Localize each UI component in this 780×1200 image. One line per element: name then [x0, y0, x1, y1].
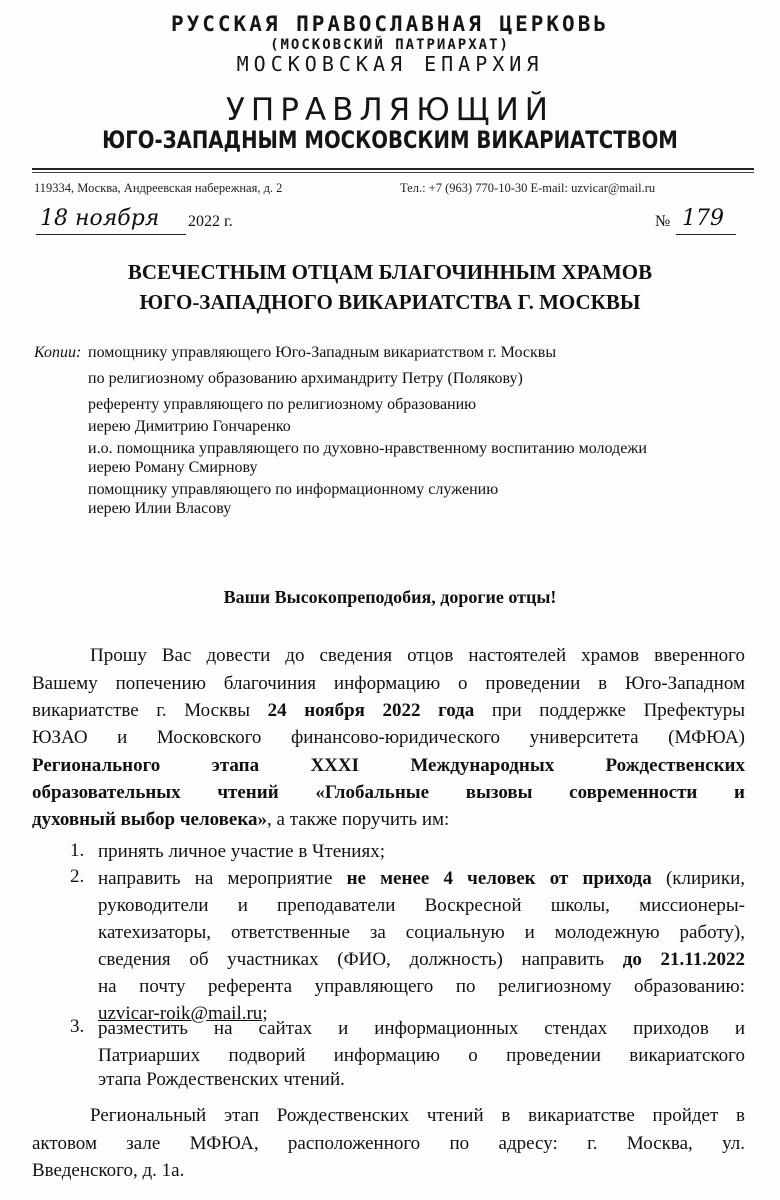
body-line: ЮЗАО и Московского финансово-юридического университета (МФЮА) — [32, 727, 745, 748]
addressee-line2: ЮГО-ЗАПАДНОГО ВИКАРИАТСТВА Г. МОСКВЫ — [139, 290, 641, 314]
list-number: 1. — [70, 840, 85, 861]
salutation: Ваши Высокопреподобия, дорогие отцы! — [223, 587, 557, 607]
copy-line: помощнику управляющего по информационному служению — [88, 481, 499, 498]
office-title: УПРАВЛЯЮЩИЙ — [226, 92, 554, 128]
office-subtitle: ЮГО-ЗАПАДНЫМ МОСКОВСКИМ ВИКАРИАТСТВОМ — [102, 126, 678, 154]
body-line: Введенского, д. 1а. — [32, 1160, 185, 1181]
list-item-line: сведения об участниках (ФИО, должность) направить до 21.11.2022 — [98, 949, 745, 970]
body-line: Регионального этапа XXXI Международных Рождественских — [32, 755, 745, 776]
church-name: РУССКАЯ ПРАВОСЛАВНАЯ ЦЕРКОВЬ — [170, 12, 609, 36]
body-line: актовом зале МФЮА, расположенного по адресу: г. Москва, ул. — [32, 1133, 745, 1154]
copy-line: по религиозному образованию архимандриту Петру (Полякову) — [88, 370, 523, 387]
address: 119334, Москва, Андреевская набережная, д. 2 — [34, 181, 283, 195]
diocese: МОСКОВСКАЯ ЕПАРХИЯ — [236, 52, 544, 76]
body-line: викариатстве г. Москвы 24 ноября 2022 года при поддержке Префектуры — [32, 700, 745, 721]
copies-label: Копии: — [34, 344, 82, 361]
copy-line: и.о. помощника управляющего по духовно-нравственному воспитанию молодежи — [88, 440, 647, 457]
body-line: Региональный этап Рождественских чтений в викариатстве пройдет в — [90, 1105, 745, 1126]
patriarchate: (МОСКОВСКИЙ ПАТРИАРХАТ) — [270, 37, 510, 53]
copy-line: иерею Роману Смирнову — [88, 459, 258, 476]
body-line: Прошу Вас довести до сведения отцов настоятелей храмов вверенного — [90, 645, 745, 666]
email-link[interactable]: uzvicar-roik@mail.ru — [98, 1003, 263, 1024]
list-item-line: uzvicar-roik@mail.ru; — [98, 1003, 268, 1024]
copy-line: референту управляющего по религиозному образованию — [88, 396, 477, 413]
list-item-line: руководители и преподаватели Воскресной школы, миссионеры- — [98, 895, 745, 916]
body-line: образовательных чтений «Глобальные вызовы современности и — [32, 782, 745, 803]
list-number: 2. — [70, 866, 85, 887]
date-underline — [36, 234, 186, 235]
list-item: разместить на сайтах и информационных стендах приходов и — [98, 1018, 745, 1039]
addressee-line1: ВСЕЧЕСТНЫМ ОТЦАМ БЛАГОЧИННЫМ ХРАМОВ — [127, 260, 653, 284]
list-item-line: этапа Рождественских чтений. — [98, 1069, 345, 1090]
number-underline — [676, 234, 736, 235]
copy-line: помощнику управляющего Юго-Западным викариатством г. Москвы — [88, 344, 557, 361]
header-rule — [32, 168, 754, 170]
phone-email: Тел.: +7 (963) 770-10-30 E-mail: uzvicar@mail.ru — [400, 181, 656, 195]
number-label: № — [655, 213, 671, 230]
body-line: духовный выбор человека», а также поручить им: — [32, 809, 450, 830]
list-item: направить на мероприятие не менее 4 человек от прихода (клирики, — [98, 868, 745, 889]
list-item-line: на почту референта управляющего по религиозному образованию: — [98, 976, 745, 997]
body-line: Вашему попечению благочиния информацию о проведении в Юго-Западном — [32, 673, 745, 694]
list-item: принять личное участие в Чтениях; — [98, 841, 385, 862]
handwritten-number: 179 — [682, 206, 724, 231]
list-item-line: Патриарших подворий информацию о проведении викариатского — [98, 1045, 745, 1066]
handwritten-date: 18 ноября — [40, 206, 160, 231]
header-rule-thin — [32, 172, 754, 173]
copy-line: иерею Илии Власову — [88, 500, 232, 517]
list-item-line: катехизаторы, ответственные за социальную и молодежную работу), — [98, 922, 745, 943]
list-number: 3. — [70, 1016, 85, 1037]
date-year: 2022 г. — [188, 213, 233, 230]
copy-line: иерею Димитрию Гончаренко — [88, 418, 291, 435]
